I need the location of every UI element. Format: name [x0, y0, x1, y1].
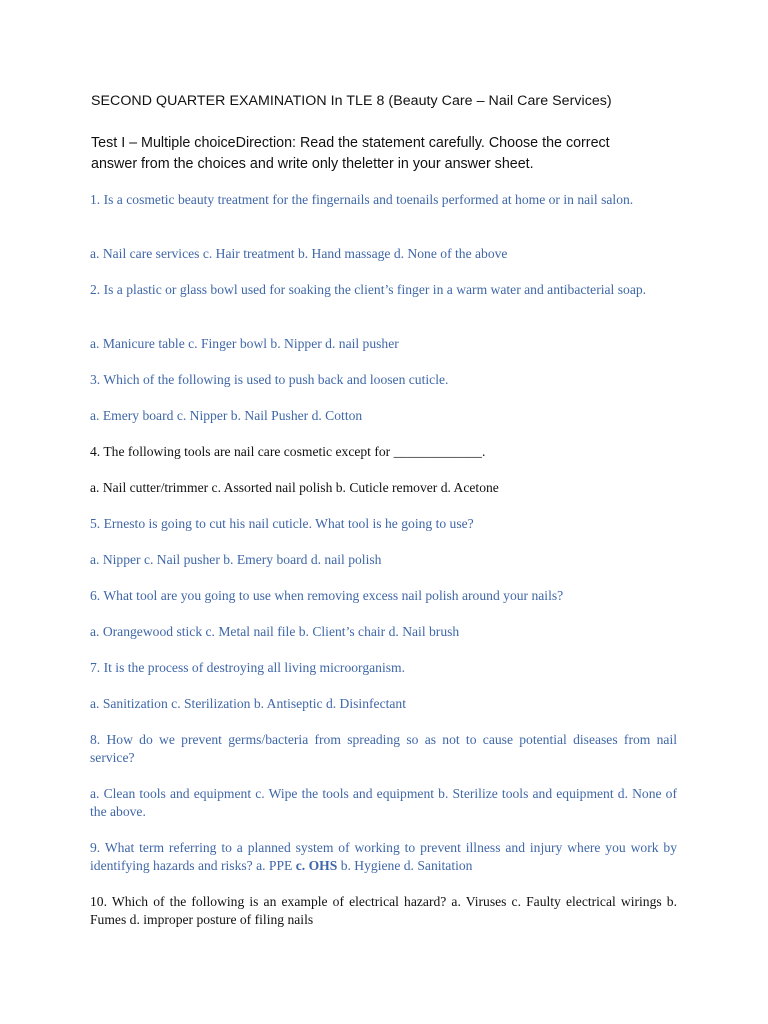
choices-3: a. Emery board c. Nipper b. Nail Pusher d. Cotton [90, 408, 363, 423]
question-7: 7. It is the process of destroying all living microorganism. [90, 660, 405, 675]
question-5: 5. Ernesto is going to cut his nail cuticle. What tool is he going to use? [90, 516, 474, 531]
choices-8: a. Clean tools and equipment c. Wipe the tools and equipment b. Sterilize tools and equipment d. None of the above. [90, 786, 677, 819]
test-direction: Test I – Multiple choiceDirection: Read the statement carefully. Choose the correct answer from the choices and write only theletter in your answer sheet. [91, 135, 610, 172]
question-2: 2. Is a plastic or glass bowl used for soaking the client’s finger in a warm water and antibacterial soap. [90, 282, 647, 297]
question-10: 10. Which of the following is an example of electrical hazard? a. Viruses c. Faulty electrical wirings b. Fumes d. improper posture of filing nails [90, 894, 677, 927]
question-4: 4. The following tools are nail care cosmetic except for _____________. [90, 444, 486, 459]
choices-7: a. Sanitization c. Sterilization b. Antiseptic d. Disinfectant [90, 696, 406, 711]
question-9-text: 9. What term referring to a planned system of working to prevent illness and injury where you work by identifying hazards and risks? a. PPE [90, 840, 677, 873]
choices-2: a. Manicure table c. Finger bowl b. Nipper d. nail pusher [90, 336, 399, 351]
question-9-text-end: b. Hygiene d. Sanitation [337, 858, 473, 873]
choices-1: a. Nail care services c. Hair treatment b. Hand massage d. None of the above [90, 246, 508, 261]
question-8: 8. How do we prevent germs/bacteria from spreading so as not to cause potential diseases from nail service? [90, 732, 677, 765]
choices-5: a. Nipper c. Nail pusher b. Emery board d. nail polish [90, 552, 382, 567]
exam-title: SECOND QUARTER EXAMINATION In TLE 8 (Beauty Care – Nail Care Services) [91, 93, 612, 109]
question-1: 1. Is a cosmetic beauty treatment for the fingernails and toenails performed at home or in nail salon. [90, 192, 634, 207]
question-6: 6. What tool are you going to use when removing excess nail polish around your nails? [90, 588, 564, 603]
question-9 [90, 839, 677, 875]
choices-4: a. Nail cutter/trimmer c. Assorted nail polish b. Cuticle remover d. Acetone [90, 480, 499, 495]
question-9-answer: c. OHS [295, 858, 338, 873]
question-3: 3. Which of the following is used to push back and loosen cuticle. [90, 372, 449, 387]
choices-6: a. Orangewood stick c. Metal nail file b. Client’s chair d. Nail brush [90, 624, 460, 639]
